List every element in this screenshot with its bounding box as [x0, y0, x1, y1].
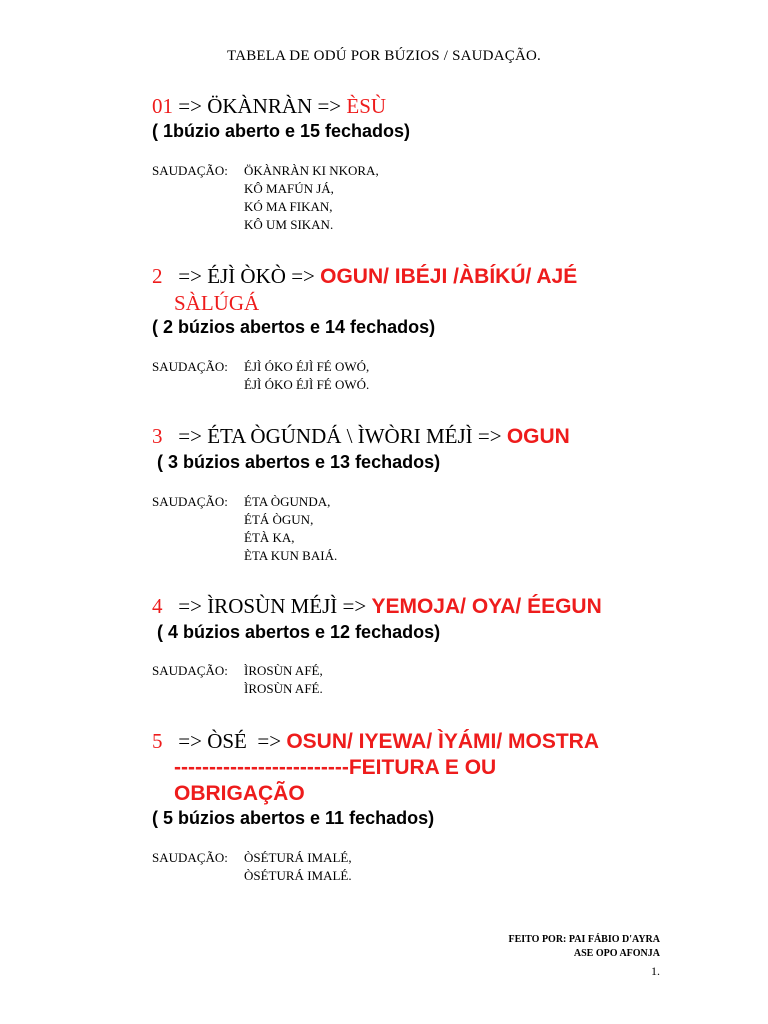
saudacao-label: SAUDAÇÃO: — [152, 163, 228, 178]
entry-5-count: ( 5 búzios abertos e 11 fechados) — [152, 808, 435, 828]
saudacao-line: KÓ MA FIKAN, — [244, 199, 333, 214]
arrow: => — [337, 594, 372, 618]
entry-3-number: 3 — [152, 424, 163, 448]
saudacao-line: ÈTA KUN BAIÁ. — [244, 548, 338, 563]
arrow: => — [246, 729, 287, 753]
saudacao-label: SAUDAÇÃO: — [152, 850, 228, 865]
saudacao-line: ÖKÀNRÀN KI NKORA, — [244, 163, 379, 178]
entry-2-orixa-cont: SÀLÚGÁ — [174, 291, 260, 315]
saudacao-line: ÉTÁ ÒGUN, — [244, 512, 314, 527]
entry-5-orixa-cont2: OBRIGAÇÃO — [174, 782, 305, 805]
entry-4-heading — [152, 593, 602, 620]
entry-1-heading — [152, 93, 386, 119]
entry-4-odu: ÌROSÙN MÉJÌ — [207, 594, 338, 618]
entry-2-saudacao — [152, 358, 369, 394]
author-house: ASE OPO AFONJA — [573, 948, 660, 959]
arrow: => — [173, 94, 208, 118]
entry-1-orixa: ÈSÙ — [346, 94, 387, 118]
entry-1-count: ( 1búzio aberto e 15 fechados) — [152, 121, 411, 141]
entry-5-orixa-cont: -------------------------FEITURA E OU — [174, 756, 497, 779]
entry-5-orixa: OSUN/ IYEWA/ ÌYÁMI/ MOSTRA — [286, 730, 599, 753]
saudacao-line: ÌROSÙN AFÉ, — [244, 663, 323, 678]
entry-2-count: ( 2 búzios abertos e 14 fechados) — [152, 317, 436, 337]
arrow: => — [472, 424, 507, 448]
entry-1-saudacao — [152, 162, 379, 234]
saudacao-line: ÉTA ÒGUNDA, — [244, 494, 331, 509]
arrow: => — [285, 264, 321, 288]
entry-4-count: ( 4 búzios abertos e 12 fechados) — [152, 622, 441, 642]
entry-4-saudacao — [152, 662, 323, 698]
entry-5-heading — [152, 728, 599, 755]
author-credit: FEITO POR: PAI FÁBIO D'AYRA — [508, 934, 660, 945]
saudacao-line: ÌROSÙN AFÉ. — [244, 681, 323, 696]
entry-3-saudacao — [152, 493, 337, 565]
arrow: => — [162, 264, 208, 288]
saudacao-line: KÔ MAFÚN JÁ, — [244, 181, 334, 196]
saudacao-line: ÉJÌ ÓKO ÉJÌ FÉ OWÓ. — [244, 377, 370, 392]
page-title: TABELA DE ODÚ POR BÚZIOS / SAUDAÇÃO. — [227, 48, 541, 64]
saudacao-line: ÉTÀ KA, — [244, 530, 295, 545]
saudacao-line: ÒSÉTURÁ IMALÉ, — [244, 850, 352, 865]
saudacao-label: SAUDAÇÃO: — [152, 494, 228, 509]
saudacao-line: KÔ UM SIKAN. — [244, 217, 334, 232]
entry-4-number: 4 — [152, 594, 163, 618]
entry-5-saudacao — [152, 849, 352, 885]
saudacao-line: ÒSÉTURÁ IMALÉ. — [244, 868, 352, 883]
page-number: 1. — [651, 964, 660, 978]
entry-2-heading — [152, 263, 632, 290]
arrow: => — [312, 94, 347, 118]
entry-1-odu: ÖKÀNRÀN — [207, 94, 313, 118]
entry-3-heading — [152, 423, 570, 450]
entry-5-odu: ÒSÉ — [207, 729, 247, 753]
arrow: => — [162, 594, 208, 618]
saudacao-label: SAUDAÇÃO: — [152, 663, 228, 678]
entry-3-orixa: OGUN — [506, 425, 570, 448]
entry-4-orixa: YEMOJA/ OYA/ ÉEGUN — [371, 595, 602, 618]
arrow: => — [162, 424, 208, 448]
entry-2-orixa: OGUN/ IBÉJI /ÀBÍKÚ/ AJÉ — [320, 265, 578, 288]
entry-2-number: 2 — [152, 264, 163, 288]
entry-3-count: ( 3 búzios abertos e 13 fechados) — [152, 452, 441, 472]
saudacao-label: SAUDAÇÃO: — [152, 359, 228, 374]
entry-5-number: 5 — [152, 729, 163, 753]
entry-1-number: 01 — [152, 94, 173, 118]
entry-2-odu: ÉJÌ ÒKÒ — [207, 264, 286, 288]
entry-3-odu: ÉTA ÒGÚNDÁ \ ÌWÒRI MÉJÌ — [207, 424, 473, 448]
arrow: => — [162, 729, 208, 753]
saudacao-line: ÉJÌ ÓKO ÉJÌ FÉ OWÓ, — [244, 359, 370, 374]
